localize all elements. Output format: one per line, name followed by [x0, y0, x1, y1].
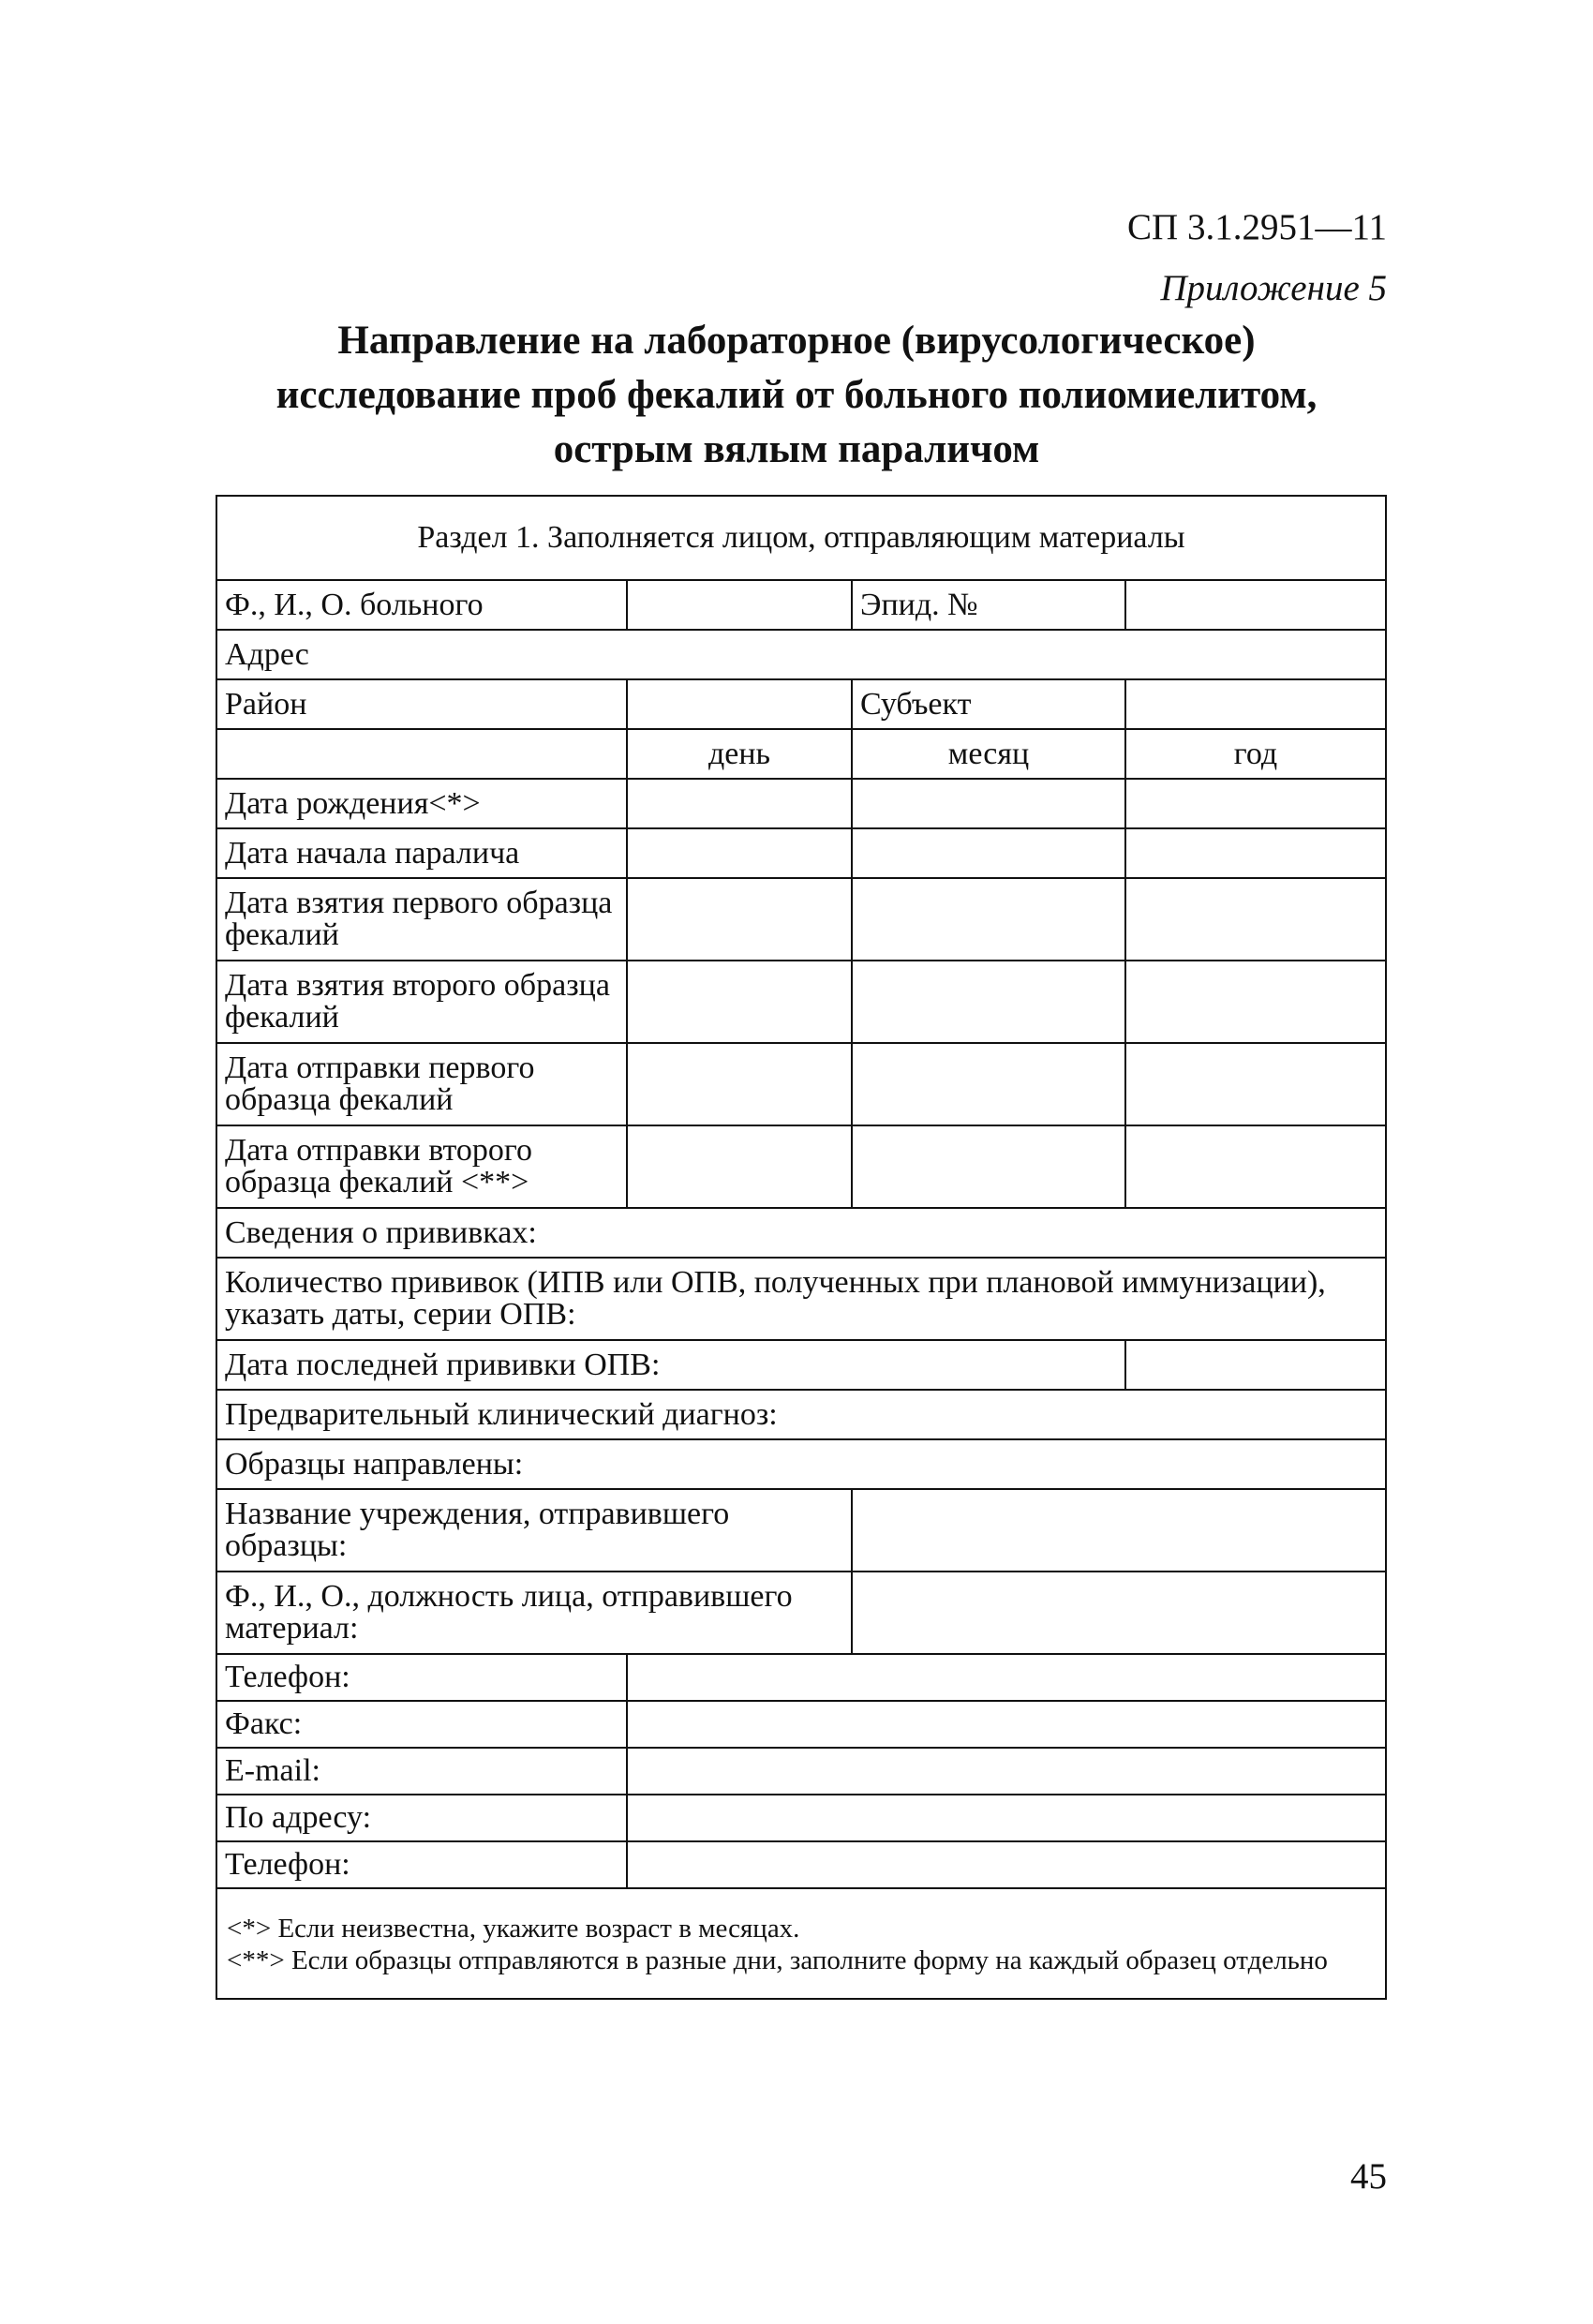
day-field[interactable] [627, 779, 852, 828]
address-field[interactable]: Адрес [216, 630, 1386, 679]
date-row [216, 878, 1386, 961]
year-field[interactable] [1125, 828, 1386, 878]
phone-label: Телефон: [216, 1654, 627, 1701]
last-opv-label: Дата последней прививки ОПВ: [216, 1340, 1125, 1390]
sender-label: Ф., И., О., должность лица, отправившего материал: [216, 1572, 852, 1654]
document-code: СП 3.1.2951—11 [1127, 207, 1387, 247]
phone2-label: Телефон: [216, 1841, 627, 1888]
date-row-label: Дата рождения<*> [216, 779, 627, 828]
month-field[interactable] [852, 779, 1125, 828]
form-title [216, 314, 1377, 477]
fax-label: Факс: [216, 1701, 627, 1748]
diagnosis-field[interactable]: Предварительный клинический диагноз: [216, 1390, 1386, 1439]
month-field[interactable] [852, 1125, 1125, 1208]
institution-label: Название учреждения, отправившего образцы: [216, 1489, 852, 1572]
epid-no-field[interactable] [1125, 580, 1386, 630]
date-row [216, 828, 1386, 878]
patient-name-label: Ф., И., О. больного [216, 580, 627, 630]
day-field[interactable] [627, 961, 852, 1043]
date-row-label: Дата отправки первого образца фекалий [216, 1043, 627, 1125]
column-year: год [1125, 729, 1386, 779]
title-line-2: исследование проб фекалий от больного полиомиелитом, [275, 373, 1318, 417]
date-row [216, 961, 1386, 1043]
date-row-label: Дата взятия второго образца фекалий [216, 961, 627, 1043]
day-field[interactable] [627, 878, 852, 961]
page-number: 45 [1350, 2156, 1387, 2197]
district-label: Район [216, 679, 627, 729]
subject-field[interactable] [1125, 679, 1386, 729]
appendix-label: Приложение 5 [1160, 268, 1387, 308]
year-field[interactable] [1125, 779, 1386, 828]
samples-sent-label: Образцы направлены: [216, 1439, 1386, 1489]
last-opv-field[interactable] [1125, 1340, 1386, 1390]
epid-no-label: Эпид. № [852, 580, 1125, 630]
date-row [216, 779, 1386, 828]
footnotes [216, 1888, 1386, 1999]
vaccinations-label: Сведения о прививках: [216, 1208, 1386, 1258]
phone-field[interactable] [627, 1654, 1386, 1701]
email-field[interactable] [627, 1748, 1386, 1795]
year-field[interactable] [1125, 1043, 1386, 1125]
month-field[interactable] [852, 828, 1125, 878]
to-address-field[interactable] [627, 1795, 1386, 1841]
referral-form-table [216, 495, 1387, 2000]
year-field[interactable] [1125, 878, 1386, 961]
patient-name-field[interactable] [627, 580, 852, 630]
section-title: Раздел 1. Заполняется лицом, отправляющим материалы [216, 496, 1386, 580]
vaccination-count-field[interactable]: Количество прививок (ИПВ или ОПВ, полученных при плановой иммунизации), указать даты, серии ОПВ: [216, 1258, 1386, 1340]
subject-label: Субъект [852, 679, 1125, 729]
email-label: E-mail: [216, 1748, 627, 1795]
column-day: день [627, 729, 852, 779]
month-field[interactable] [852, 878, 1125, 961]
month-field[interactable] [852, 1043, 1125, 1125]
district-field[interactable] [627, 679, 852, 729]
title-line-3: острым вялым параличом [553, 427, 1040, 471]
day-field[interactable] [627, 1125, 852, 1208]
phone2-field[interactable] [627, 1841, 1386, 1888]
title-line-1: Направление на лабораторное (вирусологическое) [337, 319, 1256, 363]
year-field[interactable] [1125, 1125, 1386, 1208]
date-row-label: Дата начала паралича [216, 828, 627, 878]
footnote-1: <*> Если неизвестна, укажите возраст в месяцах. [227, 1914, 800, 1944]
date-row-label: Дата взятия первого образца фекалий [216, 878, 627, 961]
footnote-2: <**> Если образцы отправляются в разные дни, заполните форму на каждый образец отдельно [227, 1945, 1328, 1975]
date-row-label: Дата отправки второго образца фекалий <**> [216, 1125, 627, 1208]
year-field[interactable] [1125, 961, 1386, 1043]
day-field[interactable] [627, 1043, 852, 1125]
institution-field[interactable] [852, 1489, 1386, 1572]
date-header-blank [216, 729, 627, 779]
date-row [216, 1043, 1386, 1125]
date-row [216, 1125, 1386, 1208]
sender-field[interactable] [852, 1572, 1386, 1654]
month-field[interactable] [852, 961, 1125, 1043]
column-month: месяц [852, 729, 1125, 779]
day-field[interactable] [627, 828, 852, 878]
fax-field[interactable] [627, 1701, 1386, 1748]
to-address-label: По адресу: [216, 1795, 627, 1841]
